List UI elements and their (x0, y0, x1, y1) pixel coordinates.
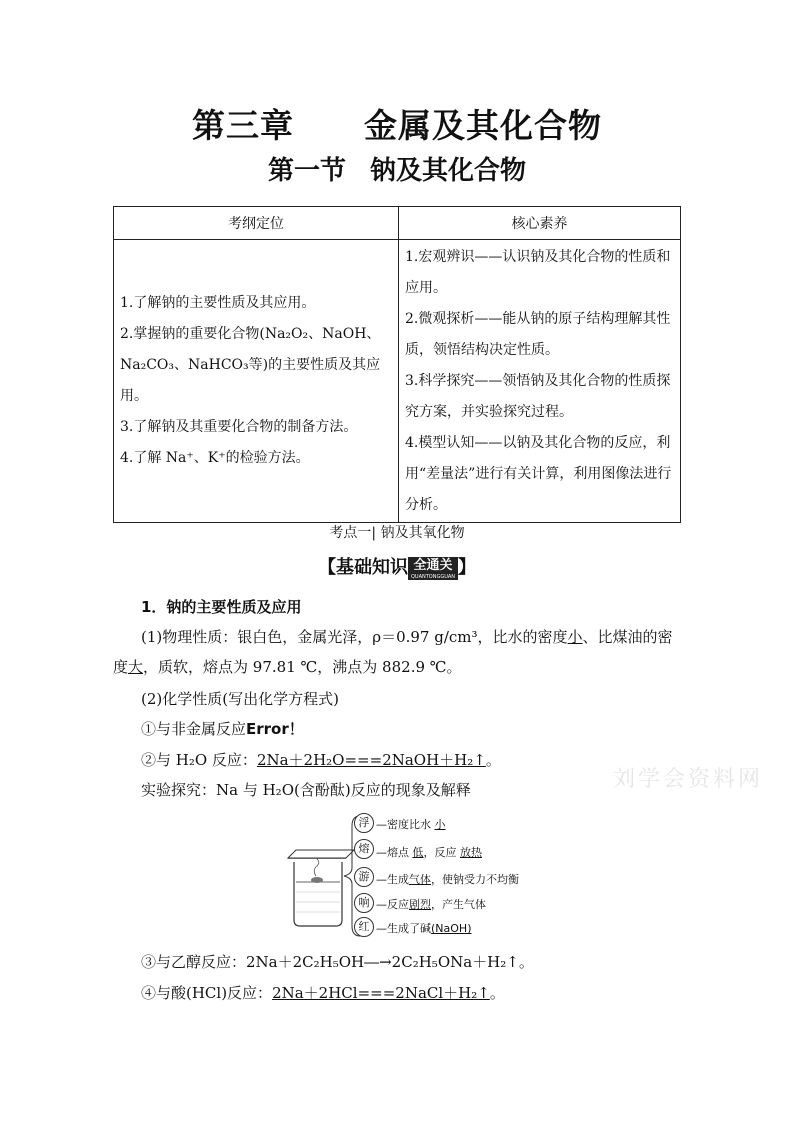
label-float: —密度比水 小 (376, 818, 446, 831)
banner-badge (408, 557, 458, 580)
equation-water: 2Na＋2H₂O===2NaOH＋H₂↑ (256, 751, 486, 769)
badge-text: 全通关 (413, 557, 453, 573)
chapter-title: 金属及其化合物 (364, 106, 602, 145)
answer-big: 大 (128, 658, 144, 676)
text-span: 、比煤油的密 (582, 628, 673, 646)
error-text: Error！ (246, 720, 304, 738)
text-span: 生成了碱 (387, 922, 431, 935)
marker-melt: 熔 (354, 839, 374, 859)
watermark: 刘学会资料网 (613, 767, 764, 792)
text-span: 生成 (387, 873, 409, 886)
outline-cell (114, 240, 399, 523)
answer: 低 (412, 846, 424, 859)
knowledge-banner (0, 553, 794, 580)
literacy-item: 4.模型认知——以钠及其化合物的反应，利用“差量法”进行有关计算，利用图像法进行分析。 (405, 434, 672, 513)
text-span: 度 (113, 658, 129, 676)
reaction-acid (113, 978, 693, 1008)
text-span: 熔点 (387, 846, 409, 859)
answer: 气体 (409, 873, 431, 886)
answer: 放热 (460, 846, 482, 859)
text-span: ，反应 (423, 846, 457, 859)
text-span: 密度比水 (387, 818, 431, 831)
chemical-properties: (2)化学性质(写出化学方程式) (141, 690, 339, 708)
literacy-cell (399, 240, 681, 523)
text-span: ，产生气体 (431, 898, 486, 911)
answer: (NaOH) (431, 922, 472, 935)
label-red: —生成了碱(NaOH) (376, 922, 472, 935)
marker-red: 红 (354, 917, 374, 937)
text-span: ④与酸(HCl)反应： (141, 984, 273, 1002)
experiment-title: 实验探究：Na 与 H₂O(含酚酞)反应的现象及解释 (141, 781, 471, 799)
text-span: 反应 (387, 898, 409, 911)
literacy-item: 2.微观探析——能从钠的原子结构理解其性质，领悟结构决定性质。 (405, 310, 671, 358)
experiment-diagram (286, 812, 546, 940)
label-swim: —生成气体，使钠受力不均衡 (376, 873, 519, 886)
literacy-item: 1.宏观辨识——认识钠及其化合物的性质和应用。 (405, 248, 671, 296)
reaction-ethanol: ③与乙醇反应：2Na＋2C₂H₅OH―→2C₂H₅ONa＋H₂↑。 (141, 953, 534, 971)
badge-subtext: QUANTONGGUAN (410, 573, 456, 580)
reaction-water (113, 745, 693, 775)
equation-acid: 2Na＋2HCl===2NaCl＋H₂↑ (272, 984, 490, 1002)
chapter-label: 第三章 (192, 106, 294, 145)
banner-close: 】 (458, 557, 477, 578)
chapter-heading (0, 100, 794, 147)
text-span: 。 (489, 984, 505, 1002)
section-title: 钠及其化合物 (370, 156, 527, 186)
text-span: ，使钠受力不均衡 (431, 873, 519, 886)
banner-text: 【基础知识 (317, 557, 408, 578)
label-melt: —熔点 低，反应 放热 (376, 846, 482, 859)
marker-float: 浮 (354, 813, 374, 833)
answer-small: 小 (567, 628, 583, 646)
col-header-outline: 考纲定位 (114, 207, 399, 240)
outline-item: 3.了解钠及其重要化合物的制备方法。 (120, 419, 358, 435)
text-span: (1)物理性质：银白色，金属光泽，ρ＝0.97 g/cm³，比水的密度 (141, 628, 568, 646)
text-span: ①与非金属反应 (141, 720, 247, 738)
outline-item: 1.了解钠的主要性质及其应用。 (120, 295, 316, 311)
literacy-item: 3.科学探究——领悟钠及其化合物的性质探究方案，并实验探究过程。 (405, 372, 671, 420)
text-span: ，质软，熔点为 97.81 ℃，沸点为 882.9 ℃。 (143, 658, 462, 676)
reaction-nonmetal (113, 714, 693, 744)
section-label: 第一节 (267, 156, 346, 186)
section-heading (0, 150, 794, 187)
outline-item: 2.掌握钠的重要化合物(Na₂O₂、NaOH、Na₂CO₃、NaHCO₃等)的主要性质及其应用。 (120, 326, 381, 404)
heading-sodium-properties: 1．钠的主要性质及应用 (141, 598, 302, 616)
col-header-literacy: 核心素养 (399, 207, 681, 240)
text-span: ②与 H₂O 反应： (141, 751, 257, 769)
answer: 剧烈 (409, 898, 431, 911)
answer: 小 (434, 818, 446, 831)
requirements-table (113, 206, 681, 523)
marker-sound: 响 (354, 893, 374, 913)
outline-item: 4.了解 Na⁺、K⁺的检验方法。 (120, 450, 310, 466)
marker-swim: 游 (354, 867, 374, 887)
physical-properties (113, 622, 693, 652)
label-sound: —反应剧烈，产生气体 (376, 898, 486, 911)
physical-properties-cont (113, 652, 693, 682)
text-span: 。 (485, 751, 501, 769)
kaodian-title: 考点一| 钠及其氧化物 (329, 525, 465, 541)
